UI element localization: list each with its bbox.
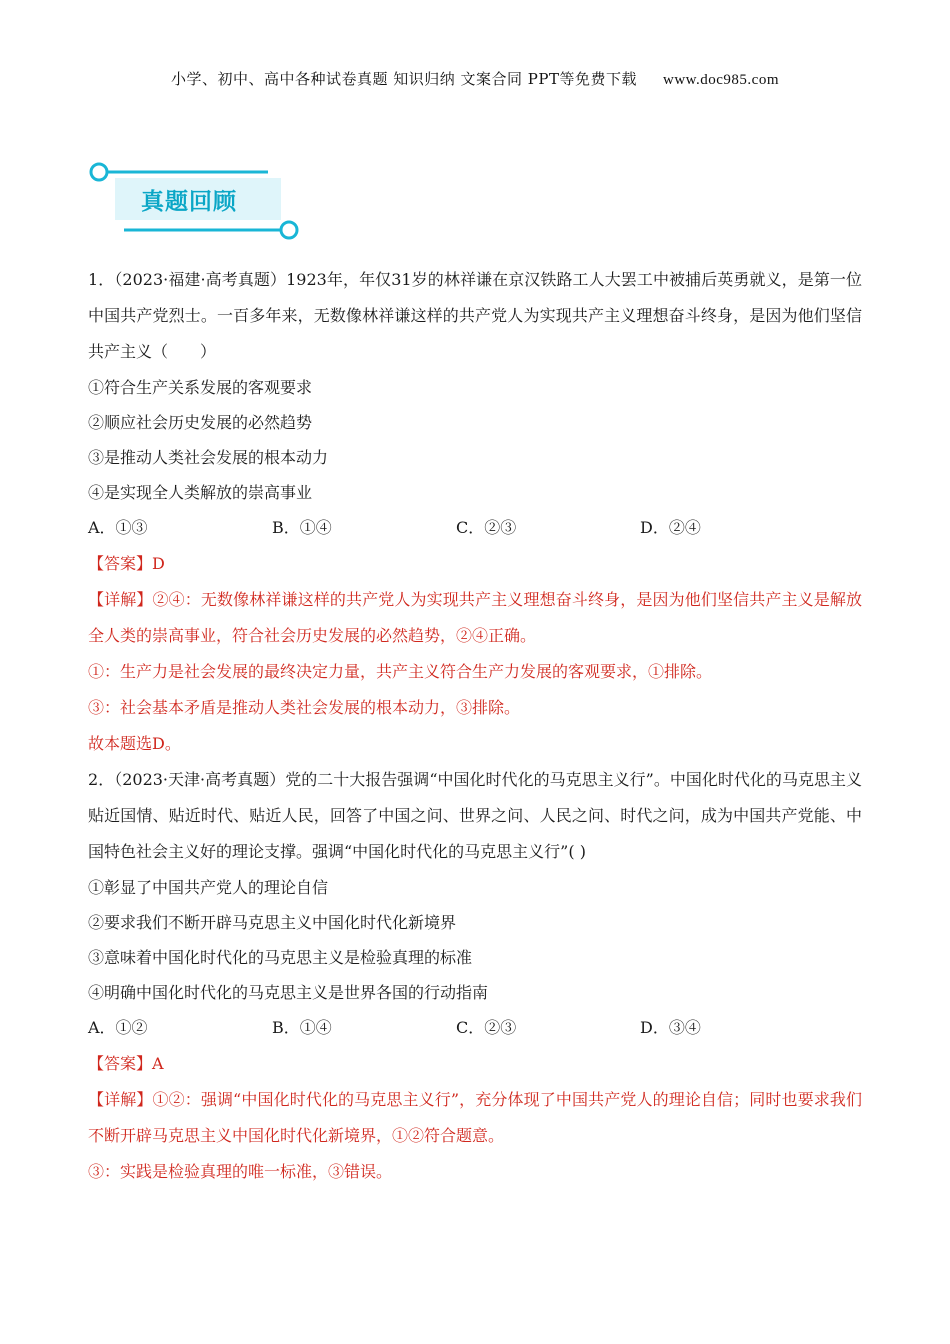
- question-1-explanation-1: 【详解】②④：无数像林祥谦这样的共产党人为实现共产主义理想奋斗终身，是因为他们坚信共产主义是解放全人类的崇高事业，符合社会历史发展的必然趋势，②④正确。: [88, 590, 862, 645]
- question-2-choices: [88, 1010, 862, 1046]
- question-1-choices: [88, 510, 862, 546]
- question-1-conclusion: 故本题选D。: [88, 734, 181, 753]
- question-2-option-4: ④明确中国化时代化的马克思主义是世界各国的行动指南: [88, 983, 489, 1002]
- banner-title: 真题回顾: [141, 189, 237, 215]
- question-2-answer: 【答案】A: [88, 1054, 164, 1073]
- question-2-option-2: ②要求我们不断开辟马克思主义中国化时代化新境界: [88, 913, 457, 932]
- question-1-option-4: ④是实现全人类解放的崇高事业: [88, 483, 313, 502]
- question-1-answer: 【答案】D: [88, 554, 165, 573]
- choice-a: A．①②: [88, 1018, 148, 1037]
- choice-b: B．①④: [272, 1018, 332, 1037]
- question-2-option-1: ①彰显了中国共产党人的理论自信: [88, 878, 329, 897]
- page-header: [0, 68, 950, 89]
- header-text: 小学、初中、高中各种试卷真题 知识归纳 文案合同 PPT等免费下载: [170, 70, 637, 88]
- choice-c: C．②③: [456, 518, 517, 537]
- question-list: [88, 262, 862, 1190]
- question-1-explanation-3: ③：社会基本矛盾是推动人类社会发展的根本动力，③排除。: [88, 698, 521, 717]
- question-2-stem: 2．（2023·天津·高考真题）党的二十大报告强调“中国化时代化的马克思主义行”。中国化时代化的马克思主义贴近国情、贴近时代、贴近人民，回答了中国之问、世界之问、人民之问、时代之问，成为中国共产党能、中国特色社会主义好的理论支撑。强调“中国化时代化的马克思主义行”( ): [88, 770, 862, 861]
- question-1-option-2: ②顺应社会历史发展的必然趋势: [88, 413, 313, 432]
- question-1-option-3: ③是推动人类社会发展的根本动力: [88, 448, 329, 467]
- choice-d: D．②④: [640, 518, 701, 537]
- question-1-stem: 1．（2023·福建·高考真题）1923年，年仅31岁的林祥谦在京汉铁路工人大罢工中被捕后英勇就义，是第一位中国共产党烈士。一百多年来，无数像林祥谦这样的共产党人为实现共产主义理想奋斗终身，是因为他们坚信共产主义（ ）: [88, 270, 862, 361]
- question-2-explanation-2: ③：实践是检验真理的唯一标准，③错误。: [88, 1162, 393, 1181]
- question-2-option-3: ③意味着中国化时代化的马克思主义是检验真理的标准: [88, 948, 473, 967]
- section-banner: [88, 150, 304, 244]
- choice-c: C．②③: [456, 1018, 517, 1037]
- header-url[interactable]: www.doc985.com: [662, 72, 779, 88]
- question-1-explanation-2: ①：生产力是社会发展的最终决定力量，共产主义符合生产力发展的客观要求，①排除。: [88, 662, 713, 681]
- question-1-option-1: ①符合生产关系发展的客观要求: [88, 378, 313, 397]
- question-2-explanation-1: 【详解】①②：强调“中国化时代化的马克思主义行”，充分体现了中国共产党人的理论自信；同时也要求我们不断开辟马克思主义中国化时代化新境界，①②符合题意。: [88, 1090, 862, 1145]
- choice-d: D．③④: [640, 1018, 701, 1037]
- choice-b: B．①④: [272, 518, 332, 537]
- choice-a: A．①③: [88, 518, 148, 537]
